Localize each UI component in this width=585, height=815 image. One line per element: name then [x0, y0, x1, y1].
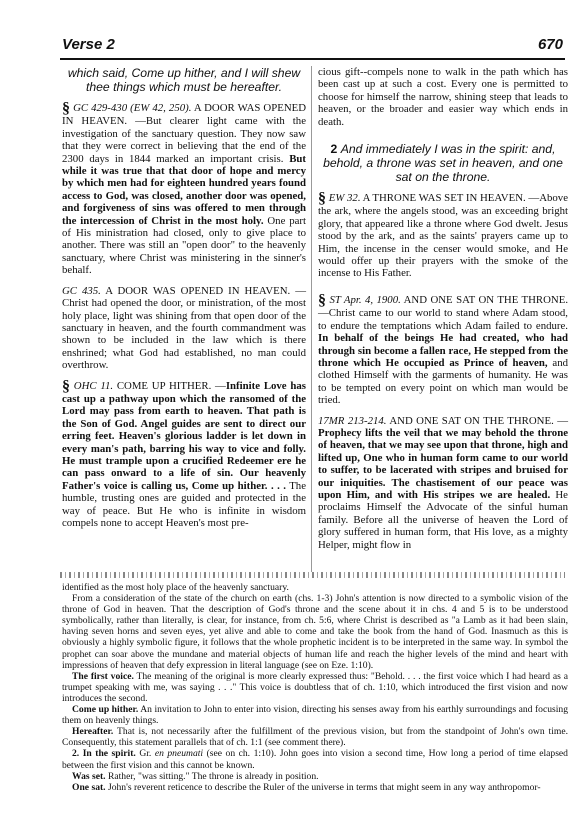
reference: ST Apr. 4, 1900. — [329, 293, 401, 306]
verse-heading: Verse 2 — [62, 36, 115, 53]
quote-bold: In behalf of the beings He had created, who had through sin become a fallen race, He stepped from the throne which He occupied as Prince of heaven, — [318, 332, 568, 369]
quote-bold: But while it was true that that door of hope and mercy by which men had for eighteen hundred years found access to God, was closed, another door was opened, and forgiveness of sins was offered to men through the intercession of Christ in the most holy. — [62, 152, 306, 227]
commentary-heading: Hereafter. — [72, 726, 114, 738]
quote-paragraph — [318, 192, 568, 280]
quote-text: A DOOR WAS OPENED IN HEAVEN. —Christ had opened the door, or ministration, of the most holy place, light was shining from that open door of the sanctuary in heaven, and the fourth commandment was shown to be included in the law which is there enshrined; what God had established, no man could overthrow. — [62, 284, 306, 372]
header-rule — [60, 58, 565, 60]
commentary-heading: Come up hither. — [72, 704, 139, 716]
commentary-text: An invitation to John to enter into vision, directing his senses away from his earthly surroundings and focusing them on heavenly things. — [62, 704, 568, 727]
right-column — [318, 66, 568, 559]
commentary-paragraph — [62, 771, 568, 782]
commentary-text: (see on ch. 1:10). John goes into vision a second time, How long a period of time elapsed between the first vision and this cannot be known. — [62, 748, 568, 771]
quote-bold: Prophecy lifts the veil that we may behold the throne of heaven, that we may see upon that throne, high and lifted up, One who in human form came to our world to suffer, to be lacerated with stripes and bruised for our iniquities. The chastisement of our peace was upon Him, and with His stripes we are healed. — [318, 426, 568, 501]
quote-text: He proclaims Himself the Advocate of the sinful human family. Before all the universe of heaven the Lord of glory suffered in human form, that His love, as a mighty Helper, might flow in — [318, 488, 568, 551]
reference: EW 32. — [328, 192, 361, 205]
quote-text: A DOOR WAS OPENED IN HEAVEN. —But clearer light came with the investigation of the sanctuary question. They now saw that they were correct in believing that the end of the 2300 days in 1844 marked an important crisis. — [62, 102, 307, 165]
section-mark: § — [62, 377, 70, 395]
commentary-paragraph — [62, 782, 568, 793]
commentary-paragraph: From a consideration of the state of the church on earth (chs. 1-3) John's attention is now directed to a symbolic vision of the throne of God in heaven. That the description of God's throne and the scene about it in chs. 4 and 5 is to be understood symbolically, rather than literally, is clear, for instance, from ch. 5:6, where Christ is described as "a Lamb as it had been slain, having seven horns and seven eyes, yet alive and able to come and take the book from the hand of God. Inasmuch as this is obviously a highly symbolic figure, it follows that the whole prophetic incident is to be interpreted in the same way. In symbol the prophet can soar above the mundane and material objects of human life and reach the higher levels of the mind and heart with impressions of heaven that defy expression in literal language (see on Eze. 1:10). — [62, 593, 568, 671]
quote-text: A THRONE WAS SET IN HEAVEN. —Above the ark, where the angels stood, was an exceeding bright glory, that appeared like a throne where God dwelt. Jesus stood by the ark, and as the saints' prayers came up to Him, the incense in the censer would smoke, and He would offer up their prayers with the smoke of the incense to His Father. — [318, 192, 568, 280]
quote-paragraph — [62, 285, 306, 372]
commentary-heading: The first voice. — [72, 670, 134, 682]
commentary-text: Gr. — [135, 748, 155, 760]
reference: OHC 11. — [73, 379, 114, 392]
quote-text: AND ONE SAT ON THE THRONE. —Christ came to our world to stand where Adam stood, to endure the temptations which Adam failed to endure. — [318, 293, 569, 332]
verse-number: 2 — [330, 142, 338, 157]
page-number: 670 — [537, 36, 563, 53]
commentary-paragraph — [62, 748, 568, 770]
quote-paragraph — [318, 415, 568, 551]
quote-paragraph — [62, 377, 306, 530]
commentary-paragraph — [62, 704, 568, 726]
commentary-paragraph — [62, 726, 568, 748]
quote-text: The humble, trusting ones are guided and protected in the way of peace. But He who is infinite in wisdom compels none to accept Heaven's most pre- — [62, 479, 306, 529]
reference: GC 429-430 (EW 42, 250). — [73, 102, 192, 114]
quote-paragraph: cious gift--compels none to walk in the path which has been cast up at such a cost. Every one is permitted to choose for himself the narrow, shining steep that leads to heaven, or the broader and easier way which ends in death. — [318, 66, 568, 128]
reference: 17MR 213-214. — [318, 414, 387, 427]
quote-text: AND ONE SAT ON THE THRONE. — — [386, 414, 568, 427]
commentary-paragraph: identified as the most holy place of the heavenly sanctuary. — [62, 582, 289, 593]
section-mark: § — [318, 291, 326, 309]
commentary-heading: Was set. — [72, 770, 106, 782]
commentary-paragraph — [62, 671, 568, 704]
quote-text: One part of His ministration had closed, only to give place to another. There was still an "open door" to the heavenly sanctuary, where Christ was ministering in the sinner's behalf. — [62, 214, 306, 277]
verse-text: And immediately I was in the spirit: and, behold, a throne was set in heaven, and one sat on the throne. — [323, 142, 563, 185]
torn-divider — [60, 572, 565, 578]
verse-text: which said, Come up hither, and I will shew thee things which must be hereafter. — [67, 66, 301, 94]
quote-text: and clothed Himself with the garments of humanity. He was to be tempted on every point on which man would be tried. — [318, 356, 568, 407]
commentary-text: Rather, "was sitting." The throne is already in position. — [105, 770, 319, 782]
commentary-heading: One sat. — [72, 781, 106, 793]
verse-block — [318, 142, 568, 184]
commentary-text: John's reverent reticence to describe the Ruler of the universe in terms that might seem in any way anthropomor- — [105, 781, 541, 793]
greek-word: en pneumati — [154, 748, 204, 760]
page-header — [0, 0, 585, 58]
section-mark: § — [318, 190, 326, 208]
section-mark: § — [62, 100, 70, 117]
reference: GC 435. — [62, 284, 101, 297]
quote-paragraph — [62, 102, 306, 277]
left-column — [62, 66, 306, 537]
quote-text: COME UP HITHER. — — [113, 379, 226, 392]
quote-paragraph — [318, 291, 569, 407]
commentary-text: That is, not necessarily after the fulfillment of the previous vision, but from the standpoint of John's own time. Consequently, this statement parallels that of ch. 1:1 (see comment there). — [62, 726, 568, 749]
commentary-heading: 2. In the spirit. — [72, 748, 136, 760]
quote-bold: Infinite Love has cast up a pathway upon which the ransomed of the Lord may pass from earth to heaven. That path is the Son of God. Angel guides are sent to direct our erring feet. Heaven's glorious ladder is let down in every man's path, barring his way to vice and folly. He must trample upon a crucified Redeemer ere he can pass onward to a life of sin. Our heavenly Father's voice is calling us, Come up hither. . . . — [62, 379, 306, 492]
commentary-text: The meaning of the original is more clearly expressed thus: "Behold. . . . the first voice which I had heard as a trumpet speaking with me, was saying . . ." This voice is doubtless that of ch. 1:10, which introduced the first vision and now introduces the second. — [62, 670, 568, 704]
column-divider — [311, 66, 312, 572]
commentary — [62, 582, 568, 793]
